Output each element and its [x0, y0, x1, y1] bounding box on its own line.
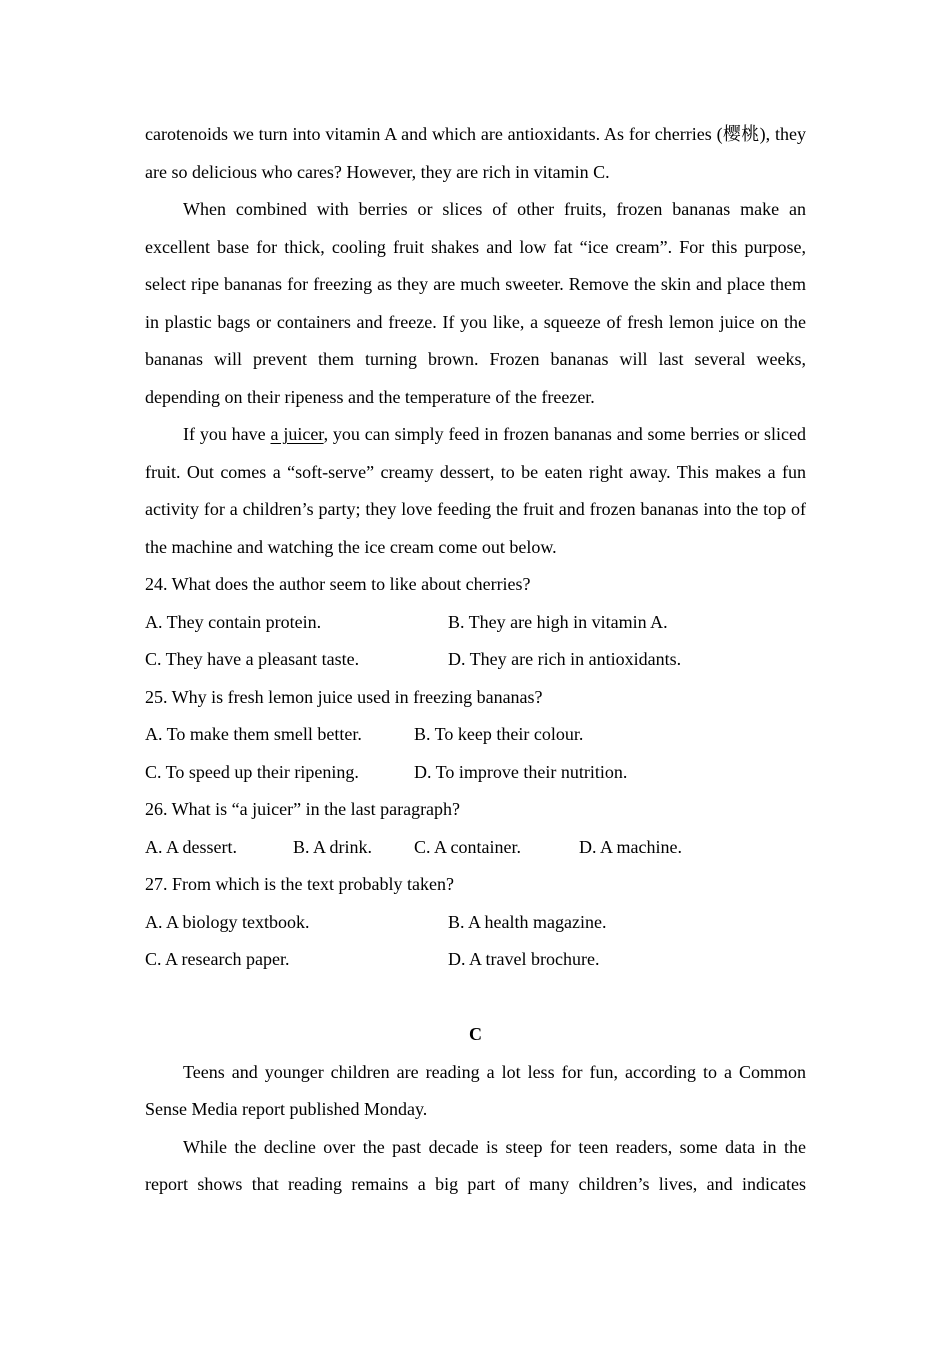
question-27-option-c: C. A research paper. — [145, 949, 290, 969]
question-26-options-row — [145, 829, 806, 867]
question-27-option-a: A. A biology textbook. — [145, 911, 310, 932]
passage-b-paragraph-1: carotenoids we turn into vitamin A and which are antioxidants. As for cherries (樱桃), they are so delicious who cares? However, they are rich in vitamin C. — [145, 124, 806, 182]
question-26-option-d: D. A machine. — [579, 836, 682, 857]
underlined-term-juicer: a juicer — [270, 424, 324, 444]
question-27-options-row-1 — [145, 904, 806, 942]
question-25-option-a: A. To make them smell better. — [145, 724, 362, 744]
question-24-options-row-2 — [145, 641, 806, 679]
question-25-option-c: C. To speed up their ripening. — [145, 761, 359, 782]
section-heading-c: C — [469, 1024, 482, 1044]
question-24-option-b: B. They are high in vitamin A. — [448, 611, 668, 632]
question-24-option-a: A. They contain protein. — [145, 611, 322, 632]
question-25-option-b: B. To keep their colour. — [414, 724, 584, 744]
question-27-options-row-2 — [145, 941, 806, 979]
question-26-option-a: A. A dessert. — [145, 836, 237, 857]
question-27-stem: 27. From which is the text probably taken? — [145, 874, 454, 894]
paragraph-3-lead-text: If you have — [183, 424, 271, 444]
passage-c-paragraph-2: While the decline over the past decade is steep for teen readers, some data in the report shows that reading remains a big part of many children’s lives, and indicates — [145, 1136, 806, 1194]
passage-b-paragraph-2: When combined with berries or slices of other fruits, frozen bananas make an excellent base for thick, cooling fruit shakes and low fat “ice cream”. For this purpose, select ripe bananas for freezing as they are much sweeter. Remove the skin and place them in plastic bags or containers and freeze. If you like, a squeeze of fresh lemon juice on the bananas will prevent them turning brown. Frozen bananas will last several weeks, depending on their ripeness and the temperature of the freezer. — [145, 199, 806, 407]
question-26-option-b: B. A drink. — [293, 836, 373, 857]
question-24-options-row-1 — [145, 604, 806, 642]
passage-c-paragraph-1: Teens and younger children are reading a lot less for fun, according to a Common Sense Media report published Monday. — [145, 1061, 806, 1119]
question-26-stem: 26. What is “a juicer” in the last paragraph? — [145, 799, 461, 819]
question-24-option-d: D. They are rich in antioxidants. — [448, 649, 682, 669]
document-page — [145, 116, 806, 1204]
question-27-option-b: B. A health magazine. — [448, 911, 607, 932]
question-25-option-d: D. To improve their nutrition. — [414, 761, 628, 782]
question-26-option-c: C. A container. — [414, 836, 521, 857]
question-24-stem: 24. What does the author seem to like about cherries? — [145, 574, 531, 594]
question-27-option-d: D. A travel brochure. — [448, 949, 600, 969]
passage-b-paragraph-3 — [145, 416, 806, 566]
paragraph-3-rest-text: , you can simply feed in frozen bananas and some berries or sliced fruit. Out comes a “soft-serve” creamy dessert, to be eaten right away. This makes a fun activity for a children’s party; they love feeding the fruit and frozen bananas into the top of the machine and watching the ice cream come out below. — [145, 424, 807, 557]
question-24-option-c: C. They have a pleasant taste. — [145, 649, 360, 669]
question-25-options-row-1 — [145, 716, 806, 754]
question-25-stem: 25. Why is fresh lemon juice used in freezing bananas? — [145, 686, 543, 707]
question-25-options-row-2 — [145, 754, 806, 792]
